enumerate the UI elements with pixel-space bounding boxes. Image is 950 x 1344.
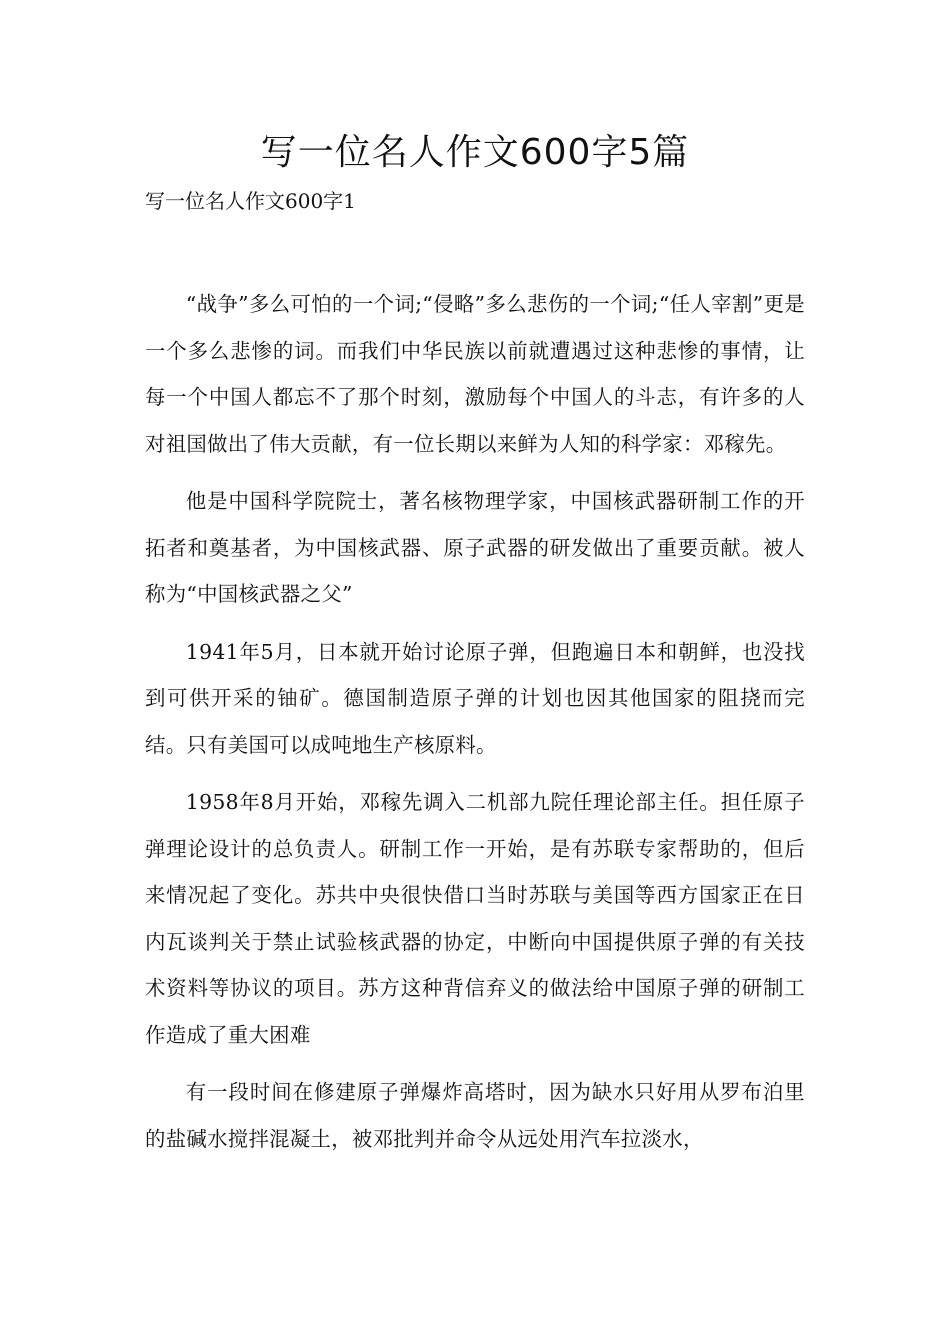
- paragraph-4: 1958年8月开始，邓稼先调入二机部九院任理论部主任。担任原子弹理论设计的总负责人。研制工作一开始，是有苏联专家帮助的，但后来情况起了变化。苏共中央很快借口当时苏联与美国等西方国家正在日内瓦谈判关于禁止试验核武器的协定，中断向中国提供原子弹的有关技术资料等协议的项目。苏方这种背信弃义的做法给中国原子弹的研制工作造成了重大困难: [145, 790, 805, 1047]
- paragraph-5: 有一段时间在修建原子弹爆炸高塔时，因为缺水只好用从罗布泊里的盐碱水搅拌混凝土，被邓批判并命令从远处用汽车拉淡水，: [145, 1080, 805, 1151]
- document-body: [145, 281, 805, 1162]
- document-subtitle: 写一位名人作文600字1: [145, 189, 356, 213]
- document-title: 写一位名人作文600字5篇: [260, 132, 690, 173]
- paragraph-1: “战争”多么可怕的一个词;“侵略”多么悲伤的一个词;“任人宰割”更是一个多么悲惨的词。而我们中华民族以前就遭遇过这种悲惨的事情，让每一个中国人都忘不了那个时刻，激励每个中国人的斗志，有许多的人对祖国做出了伟大贡献，有一位长期以来鲜为人知的科学家：邓稼先。: [145, 292, 805, 456]
- paragraph-3: 1941年5月，日本就开始讨论原子弹，但跑遍日本和朝鲜，也没找到可供开采的铀矿。德国制造原子弹的计划也因其他国家的阻挠而完结。只有美国可以成吨地生产核原料。: [145, 639, 805, 757]
- paragraph-2: 他是中国科学院院士，著名核物理学家，中国核武器研制工作的开拓者和奠基者，为中国核武器、原子武器的研发做出了重要贡献。被人称为“中国核武器之父”: [145, 489, 805, 606]
